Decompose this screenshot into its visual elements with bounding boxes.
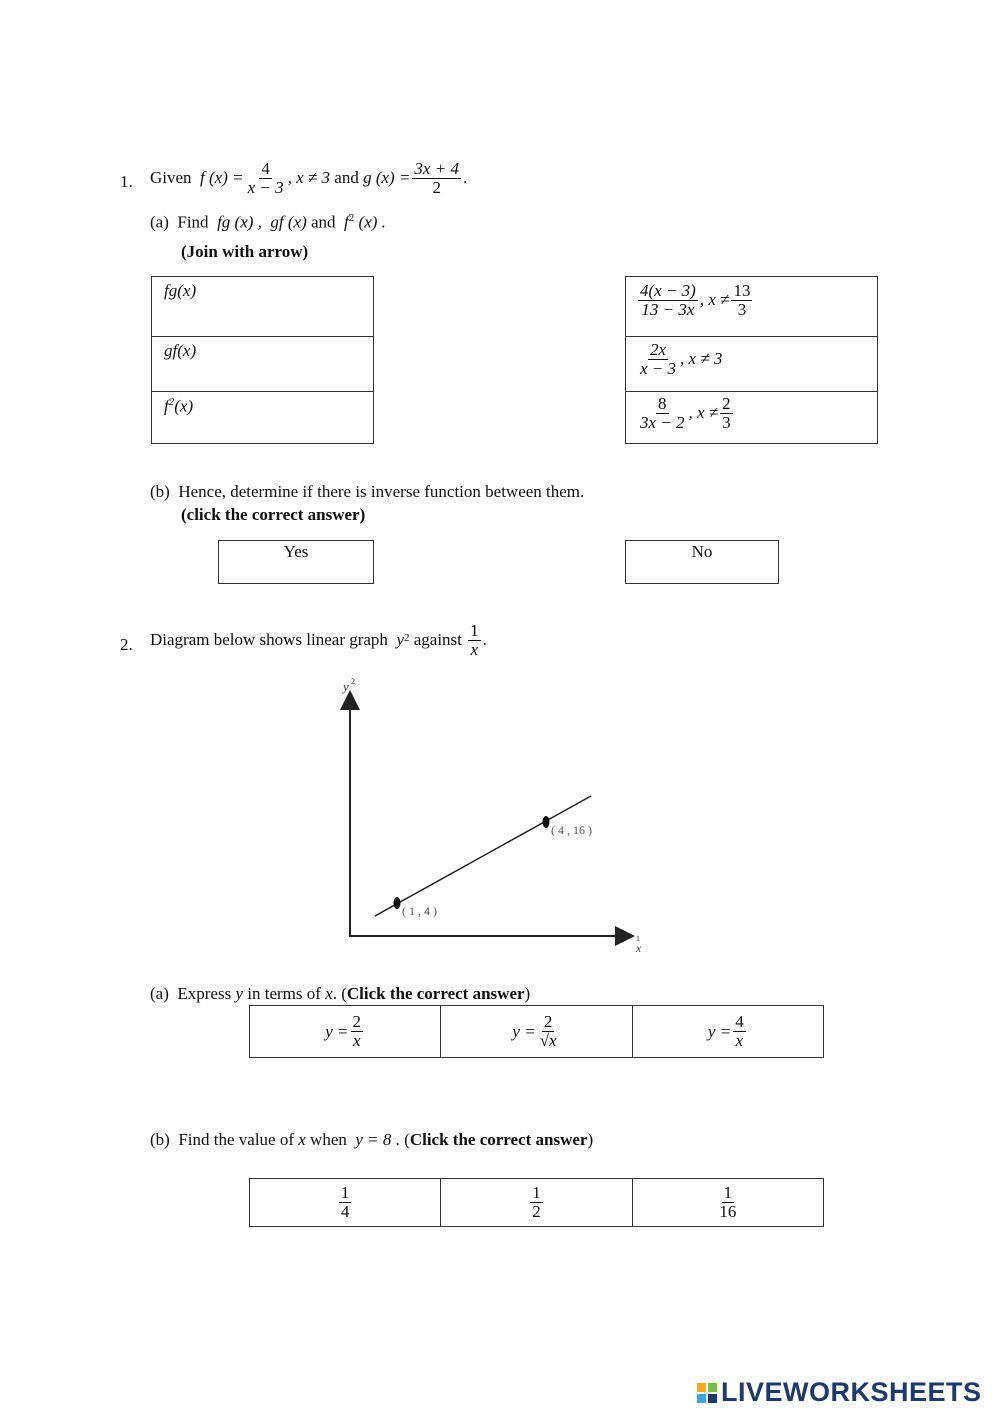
left-item-base: gf <box>164 341 178 360</box>
q1a-find: Find <box>177 212 209 232</box>
option-fraction <box>733 1013 746 1050</box>
option-num: 1 <box>532 1183 541 1203</box>
q1-right-item-2[interactable] <box>626 336 877 392</box>
x-axis-label-num: 1 <box>636 934 640 943</box>
q1-left-item-f2[interactable] <box>152 391 373 444</box>
q2a-x: x <box>325 984 333 1003</box>
q1-end: . <box>462 168 468 188</box>
q1-given-line <box>150 160 467 197</box>
q2a-option-2[interactable] <box>440 1006 631 1057</box>
q1-number: 1. <box>120 172 133 191</box>
option-num: 2 <box>352 1012 362 1032</box>
q1-and: and <box>334 168 359 188</box>
q2b-option-1[interactable] <box>250 1179 440 1226</box>
q1-f-cond: , x ≠ 3 <box>287 168 331 188</box>
q1a-instruction: (Join with arrow) <box>181 242 309 261</box>
q1-g-fraction <box>412 160 461 197</box>
q2-end: . <box>482 630 487 650</box>
q1-right-box <box>625 276 878 444</box>
q2-inv-num: 1 <box>470 621 479 640</box>
option-lhs: y = <box>325 1021 349 1041</box>
q2a-label: (a) <box>150 984 169 1003</box>
right-item-den: 13 − 3x <box>641 299 695 319</box>
q1-f-lhs: f (x) = <box>200 168 244 188</box>
option-num: 1 <box>340 1183 350 1203</box>
y-axis-label: y <box>343 679 349 694</box>
q2-inv-den: x <box>470 639 479 659</box>
right-item-den: 3x − 2 <box>640 412 685 432</box>
q2a-dot: . ( <box>332 984 347 1003</box>
right-item-den: x − 3 <box>640 358 677 378</box>
right-item-cnum: 2 <box>722 394 731 413</box>
q1a-gf: gf (x) <box>270 212 307 232</box>
q2a-option-1[interactable] <box>250 1006 440 1057</box>
q2-text: Diagram below shows linear graph <box>150 630 388 650</box>
q1-f-fraction <box>246 160 286 197</box>
right-item-cond: , x ≠ 3 <box>680 349 723 369</box>
q1a-label: (a) <box>150 212 169 232</box>
q2b-option-2[interactable] <box>440 1179 631 1226</box>
q1a-f2-sup: 2 <box>348 212 355 224</box>
right-item-cden: 3 <box>737 299 747 319</box>
left-item-arg: (x) <box>177 281 197 300</box>
q1-f-num: 4 <box>261 159 270 178</box>
q2a-line <box>150 984 530 1004</box>
right-item-fraction <box>638 341 678 378</box>
q2-number: 2. <box>120 635 133 654</box>
q2b-x: x <box>298 1130 306 1149</box>
left-item-base: f <box>164 396 169 416</box>
right-item-fraction <box>638 282 698 319</box>
right-item-num: 2x <box>649 340 667 359</box>
q2a-text: Express <box>177 984 232 1003</box>
left-item-arg: (x) <box>177 341 197 360</box>
right-item-cden: 3 <box>722 412 731 432</box>
q2b-dot: . ( <box>395 1130 410 1149</box>
option-den: √x <box>539 1031 557 1050</box>
q1a-f2-base: f <box>344 212 349 232</box>
q2b-eq: y = 8 <box>355 1130 392 1149</box>
q1b-label: (b) <box>150 482 170 501</box>
option-num: 4 <box>735 1012 744 1032</box>
q1-right-item-3[interactable] <box>626 391 877 444</box>
liveworksheets-logo-icon <box>697 1383 717 1403</box>
right-item-cond: , x ≠ <box>688 403 719 423</box>
option-fraction <box>351 1013 364 1050</box>
option-fraction <box>339 1184 352 1221</box>
option-fraction <box>717 1184 738 1221</box>
left-item-base: fg <box>164 281 178 300</box>
option-den: 16 <box>719 1202 737 1221</box>
linear-graph <box>320 670 680 960</box>
q2b-text: Find the value of <box>178 1130 294 1149</box>
q1a-and: and <box>311 212 336 232</box>
right-item-cond-fraction <box>720 395 733 432</box>
q1a-fg: fg (x) , <box>217 212 262 232</box>
q1b-text: Hence, determine if there is inverse function between them. <box>178 482 585 501</box>
option-lhs: y = <box>512 1021 536 1041</box>
left-item-sup: 2 <box>168 396 175 408</box>
no-answer-button[interactable]: No <box>625 540 779 584</box>
q2b-when: when <box>310 1130 347 1149</box>
q1-right-item-1[interactable] <box>626 277 877 337</box>
q2a-options <box>249 1005 824 1058</box>
point-1-label: ( 1 , 4 ) <box>402 904 437 918</box>
right-item-cnum: 13 <box>733 281 751 300</box>
q2a-option-3[interactable] <box>632 1006 823 1057</box>
option-den: 2 <box>532 1202 541 1221</box>
q2-text-line <box>150 622 487 659</box>
point-2-marker <box>543 816 550 828</box>
option-fraction <box>538 1013 559 1050</box>
right-item-cond-fraction <box>731 282 752 319</box>
liveworksheets-brand-name: LIVEWORKSHEETS <box>721 1377 982 1407</box>
right-item-fraction <box>638 395 687 432</box>
q1-f-den: x − 3 <box>247 177 284 197</box>
q2a-close: ) <box>524 984 531 1003</box>
q2-against: against <box>413 630 462 650</box>
liveworksheets-logo[interactable] <box>697 1377 982 1408</box>
q1-left-item-fg[interactable] <box>152 277 373 337</box>
point-1-marker <box>394 897 401 909</box>
right-item-num: 8 <box>658 394 667 413</box>
q2b-label: (b) <box>150 1130 170 1149</box>
q2b-options <box>249 1178 824 1227</box>
graph-line <box>375 796 591 916</box>
q2a-in-terms: in terms of <box>247 984 321 1003</box>
option-lhs: y = <box>707 1021 732 1041</box>
option-den: x <box>735 1031 744 1050</box>
point-2-label: ( 4 , 16 ) <box>551 823 592 837</box>
q1-left-box <box>151 276 374 444</box>
q2b-instruction: Click the correct answer <box>409 1130 588 1149</box>
q1-given: Given <box>150 168 192 188</box>
y-axis-sup: 2 <box>351 677 355 686</box>
q2b-close: ) <box>587 1130 594 1149</box>
q1-g-lhs: g (x) = <box>363 168 411 188</box>
option-den: x <box>353 1031 361 1050</box>
left-item-arg: (x) <box>174 396 194 416</box>
q2a-instruction: Click the correct answer <box>346 984 525 1003</box>
option-den: 4 <box>340 1202 350 1221</box>
q2a-y: y <box>235 984 243 1003</box>
q1-g-den: 2 <box>432 177 441 197</box>
q1-left-item-gf[interactable] <box>152 336 373 392</box>
right-item-num: 4(x − 3) <box>640 281 696 300</box>
q1-g-num: 3x + 4 <box>414 159 459 178</box>
x-axis-label-den: x <box>636 941 642 955</box>
q2-y2-sup: 2 <box>403 632 410 644</box>
q1b-instruction: (click the correct answer) <box>181 505 366 524</box>
q2b-line <box>150 1130 593 1150</box>
q2-y2-base: y <box>396 630 404 650</box>
right-item-cond: , x ≠ <box>699 290 730 310</box>
yes-answer-button[interactable]: Yes <box>218 540 374 584</box>
q1a-line <box>150 212 386 233</box>
q1b-line <box>150 482 584 502</box>
option-num: 2 <box>543 1012 553 1032</box>
option-num: 1 <box>723 1183 733 1203</box>
q2-inv-x-fraction <box>468 622 481 659</box>
q1a-f2-arg: (x) . <box>358 212 386 232</box>
q2b-option-3[interactable] <box>632 1179 823 1226</box>
option-fraction <box>530 1184 543 1221</box>
